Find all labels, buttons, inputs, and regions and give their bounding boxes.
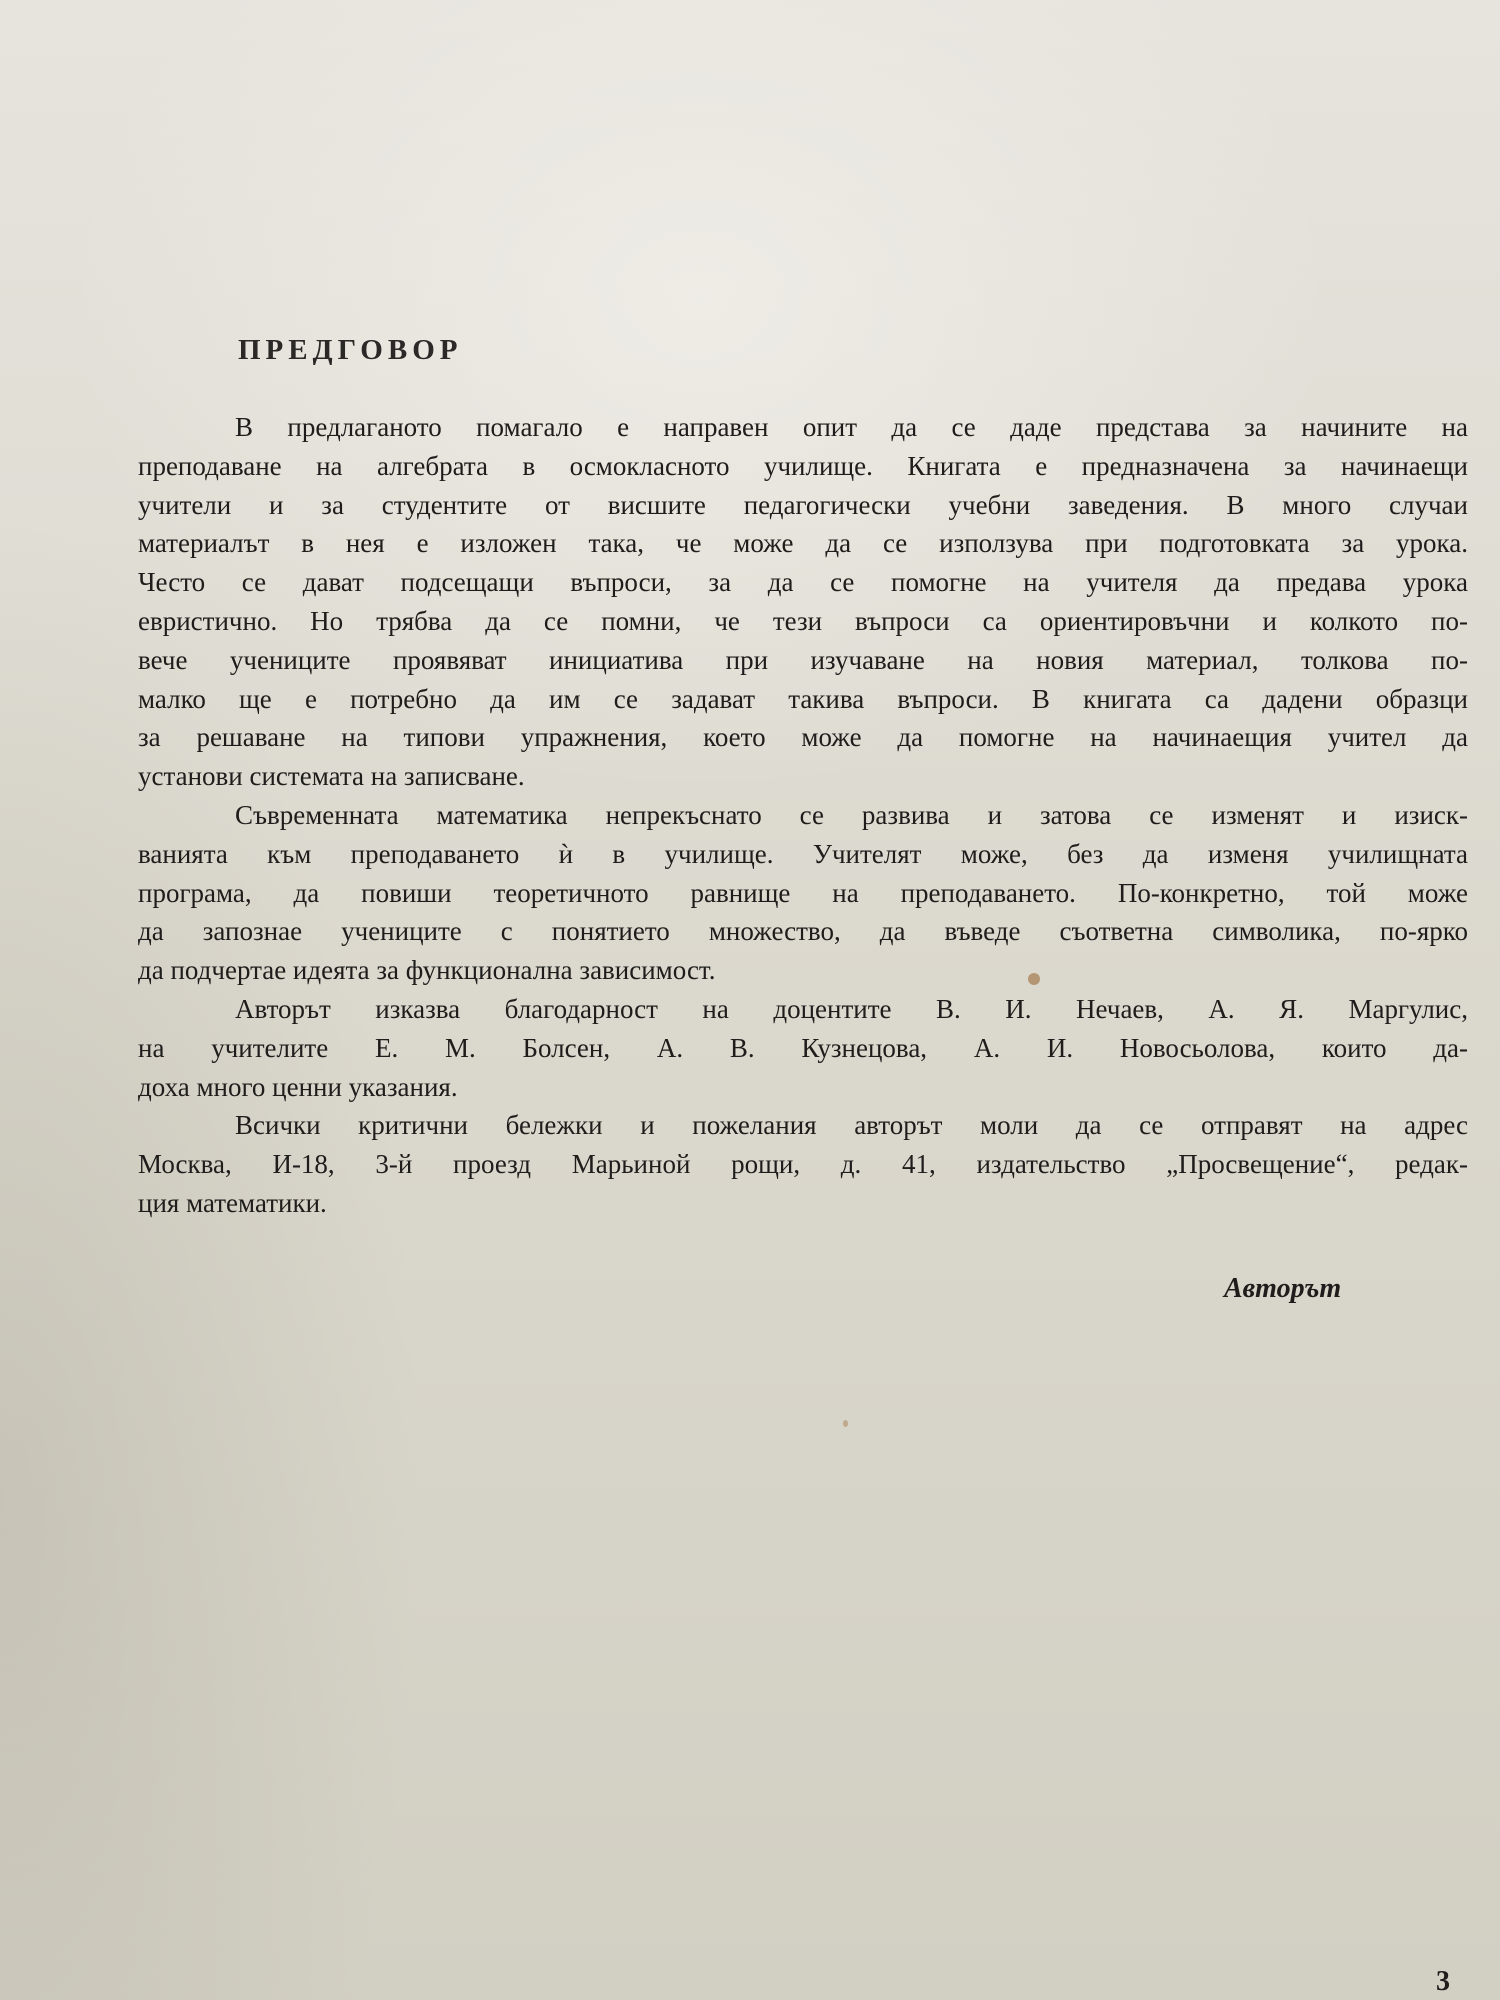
text-line: Всички критични бележки и пожелания авторът моли да се отправят на адрес: [235, 1110, 1468, 1141]
text-line: преподаване на алгебрата в осмокласното училище. Книгата е предназначена за начинаещи: [138, 450, 1468, 481]
text-line: В предлаганото помагало е направен опит да се даде представа за начините на: [235, 412, 1468, 442]
page-title: ПРЕДГОВОР: [238, 334, 463, 366]
text-line: Съвременната математика непрекъснато се развива и затова се изменят и изиск-: [235, 799, 1468, 830]
text-line: малко ще е потребно да им се задават такива въпроси. В книгата са дадени образци: [138, 683, 1468, 714]
text-line: вече учениците проявяват инициатива при изучаване на новия материал, толкова по-: [138, 644, 1468, 675]
text-line: програма, да повиши теоретичното равнище на преподаването. По-конкретно, той може: [138, 877, 1468, 908]
paragraph-intro: [138, 408, 1468, 796]
paragraph-modern-math: [138, 796, 1468, 990]
text-line: материалът в нея е изложен така, че може да се използува при подготовката за урока.: [138, 528, 1468, 559]
paper-stain: [1028, 973, 1040, 985]
author-signature: Авторът: [1224, 1273, 1342, 1304]
text-line: установи системата на записване.: [138, 761, 525, 792]
text-line: учители и за студентите от висшите педагогически учебни заведения. В много случаи: [138, 489, 1468, 520]
paper-stain: [843, 1420, 848, 1427]
text-line: на учителите Е. М. Болсен, А. В. Кузнецова, А. И. Новосьолова, които да-: [138, 1032, 1468, 1063]
text-line: ванията към преподаването ѝ в училище. Учителят може, без да изменя училищната: [138, 838, 1468, 869]
paragraph-contact-address: [138, 1106, 1468, 1222]
text-line: Авторът изказва благодарност на доцентите В. И. Нечаев, А. Я. Маргулис,: [235, 993, 1468, 1024]
text-line: ция математики.: [138, 1187, 327, 1218]
preface-body: [138, 408, 1468, 1223]
text-line: за решаване на типови упражнения, което може да помогне на начинаещия учител да: [138, 722, 1468, 753]
text-line: Москва, И-18, 3-й проезд Марьиной рощи, д. 41, издательство „Просвещение“, редак-: [138, 1149, 1468, 1180]
text-line: евристично. Но трябва да се помни, че тези въпроси са ориентировъчни и колкото по-: [138, 605, 1468, 636]
paragraph-acknowledgements: [138, 990, 1468, 1106]
text-line: доха много ценни указания.: [138, 1071, 458, 1102]
text-line: Често се дават подсещащи въпроси, за да се помогне на учителя да предава урока: [138, 567, 1468, 598]
text-line: да подчертае идеята за функционална зависимост.: [138, 955, 716, 986]
text-line: да запознае учениците с понятието множество, да въведе съответна символика, по-ярко: [138, 916, 1468, 947]
page-number: 3: [1436, 1966, 1450, 1997]
